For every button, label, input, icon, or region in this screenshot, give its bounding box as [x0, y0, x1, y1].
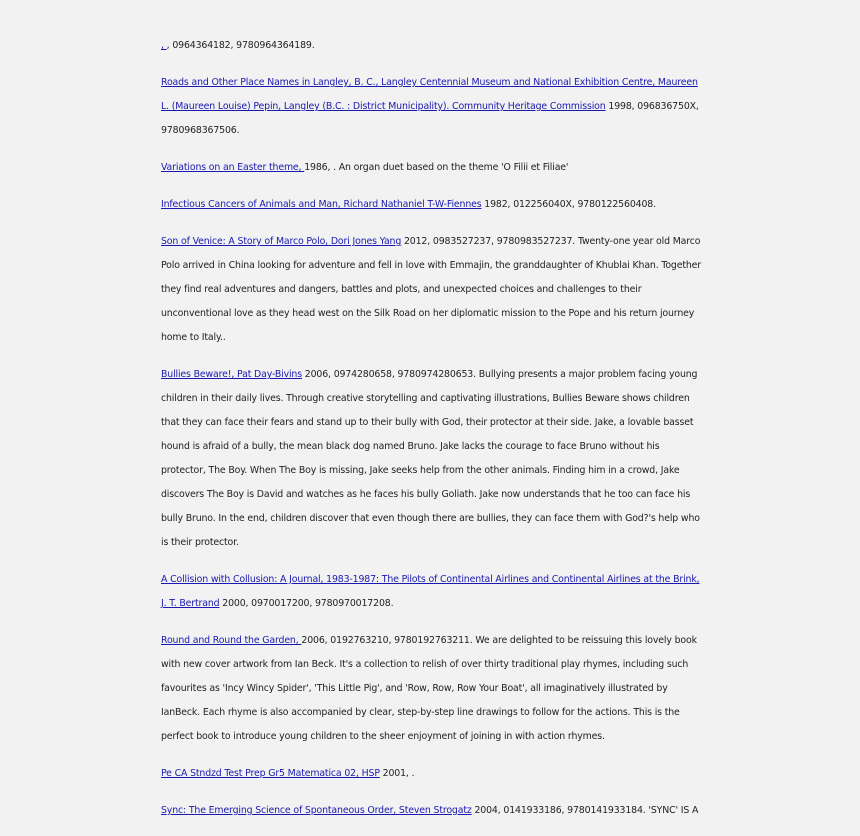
list-item: [161, 799, 706, 823]
list-item: [161, 568, 706, 616]
book-list: [161, 34, 706, 836]
book-link[interactable]: Infectious Cancers of Animals and Man, Richard Nathaniel T-W-Fiennes: [161, 199, 482, 210]
book-link[interactable]: A Collision with Collusion: A Journal, 1983-1987: The Pilots of Continental Airlines and Continental Airlines at the Brink, J. T. Bertrand: [161, 574, 700, 609]
book-details: 2006, 0192763210, 9780192763211. We are delighted to be reissuing this lovely book with new cover artwork from Ian Beck. It's a collection to relish of over thirty traditional play rhymes, including such favourites as 'Incy Wincy Spider', 'This Little Pig', and 'Row, Row, Row Your Boat', all imaginatively illustrated by IanBeck. Each rhyme is also accompanied by clear, step-by-step line drawings to follow for the actions. This is the perfect book to introduce young children to the sheer enjoyment of joining in with action rhymes.: [161, 635, 697, 742]
list-item: [161, 193, 706, 217]
book-details: 2006, 0974280658, 9780974280653. Bullying presents a major problem facing young children in their daily lives. Through creative storytelling and captivating illustrations, Bullies Beware shows children that they can face their fears and stand up to their bully with God, their protector at their side. Jake, a lovable basset hound is afraid of a bully, the mean black dog named Bruno. Jake lacks the courage to face Bruno without his protector, The Boy. When The Boy is missing, Jake seeks help from the other animals. Finding him in a crowd, Jake discovers The Boy is David and watches as he faces his bully Goliath. Jake now understands that he too can face his bully Bruno. In the end, children discover that even though there are bullies, they can face them with God?'s help who is their protector.: [161, 369, 700, 548]
list-item: [161, 629, 706, 749]
book-link[interactable]: Roads and Other Place Names in Langley, B. C., Langley Centennial Museum and National Exhibition Centre, Maureen L. (Maureen Louise) Pepin, Langley (B.C. : District Municipality). Community Heritage Commission: [161, 77, 698, 112]
book-link[interactable]: Pe CA Stndzd Test Prep Gr5 Matematica 02, HSP: [161, 768, 380, 779]
book-link[interactable]: Son of Venice: A Story of Marco Polo, Dori Jones Yang: [161, 236, 402, 247]
book-details: 2004, 0141933186, 9780141933184. 'SYNC' IS A: [471, 805, 699, 816]
list-item: [161, 156, 706, 180]
book-details: 1982, 012256040X, 9780122560408.: [481, 199, 656, 210]
book-details: 1986, . An organ duet based on the theme 'O Filii et Filiae': [304, 162, 569, 173]
book-details: 1998, 096836750X, 9780968367506.: [161, 101, 699, 136]
book-link[interactable]: Sync: The Emerging Science of Spontaneous Order, Steven Strogatz: [161, 805, 472, 816]
book-details: 2000, 0970017200, 9780970017208.: [219, 598, 394, 609]
list-item: [161, 762, 706, 786]
book-link[interactable]: ,: [161, 40, 167, 51]
list-item: [161, 363, 706, 555]
book-link[interactable]: Round and Round the Garden,: [161, 635, 302, 646]
list-item: [161, 230, 706, 350]
list-item: [161, 34, 706, 58]
book-details: , 0964364182, 9780964364189.: [166, 40, 315, 51]
book-link[interactable]: Variations on an Easter theme,: [161, 162, 305, 173]
book-link[interactable]: Bullies Beware!, Pat Day-Bivins: [161, 369, 302, 380]
book-details: 2001, .: [379, 768, 415, 779]
list-item: [161, 71, 706, 143]
book-details: 2012, 0983527237, 9780983527237. Twenty-one year old Marco Polo arrived in China looking for adventure and fell in love with Emmajin, the granddaughter of Khublai Khan. Together they find real adventures and dangers, battles and plots, and unexpected choices and challenges to their unconventional love as they head west on the Silk Road on her diplomatic mission to the Pope and his return journey home to Italy..: [161, 236, 701, 343]
